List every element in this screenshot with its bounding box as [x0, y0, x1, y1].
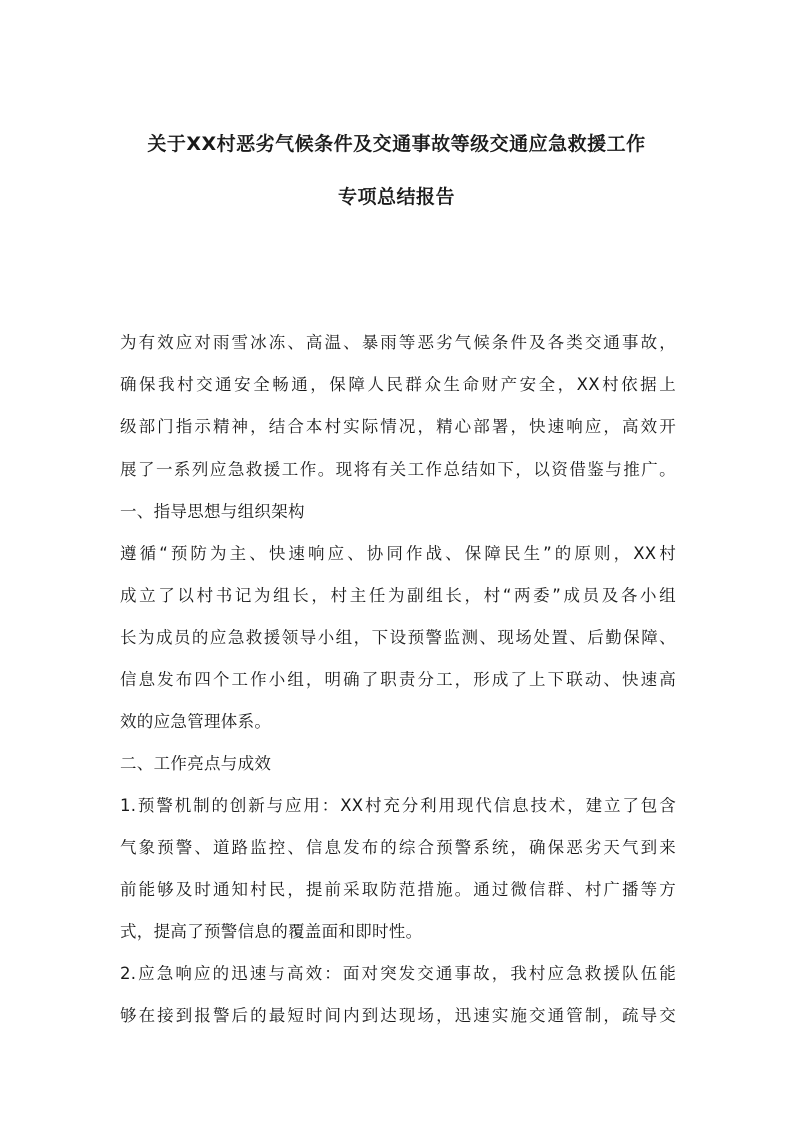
body-line: 气象预警、道路监控、信息发布的综合预警系统，确保恶劣天气到来 [120, 838, 676, 857]
body-line: 2.应急响应的迅速与高效：面对突发交通事故，我村应急救援队伍能 [120, 964, 676, 983]
body-line: 1.预警机制的创新与应用：XX村充分利用现代信息技术，建立了包含 [120, 796, 676, 815]
body-line: 为有效应对雨雪冰冻、高温、暴雨等恶劣气候条件及各类交通事故， [120, 333, 676, 352]
body-line: 式，提高了预警信息的覆盖面和即时性。 [120, 922, 423, 941]
body-line: 信息发布四个工作小组，明确了职责分工，形成了上下联动、快速高 [120, 670, 676, 689]
body-line: 成立了以村书记为组长，村主任为副组长，村“两委”成员及各小组 [120, 586, 676, 605]
body-line: 效的应急管理体系。 [120, 712, 272, 731]
body-line: 展了一系列应急救援工作。现将有关工作总结如下，以资借鉴与推广。 [120, 460, 676, 479]
section-heading: 一、指导思想与组织架构 [120, 502, 305, 521]
document-title-line-2: 专项总结报告 [337, 186, 455, 208]
document-title-line-1: 关于XX村恶劣气候条件及交通事故等级交通应急救援工作 [147, 133, 646, 155]
body-line: 长为成员的应急救援领导小组，下设预警监测、现场处置、后勤保障、 [120, 628, 676, 647]
section-heading: 二、工作亮点与成效 [120, 754, 272, 773]
body-line: 级部门指示精神，结合本村实际情况，精心部署，快速响应，高效开 [120, 417, 676, 436]
body-line: 确保我村交通安全畅通，保障人民群众生命财产安全，XX村依据上 [120, 375, 676, 394]
body-line: 够在接到报警后的最短时间内到达现场，迅速实施交通管制，疏导交 [120, 1006, 676, 1025]
body-line: 前能够及时通知村民，提前采取防范措施。通过微信群、村广播等方 [120, 880, 676, 899]
body-line: 遵循“预防为主、快速响应、协同作战、保障民生”的原则，XX村 [120, 544, 676, 563]
